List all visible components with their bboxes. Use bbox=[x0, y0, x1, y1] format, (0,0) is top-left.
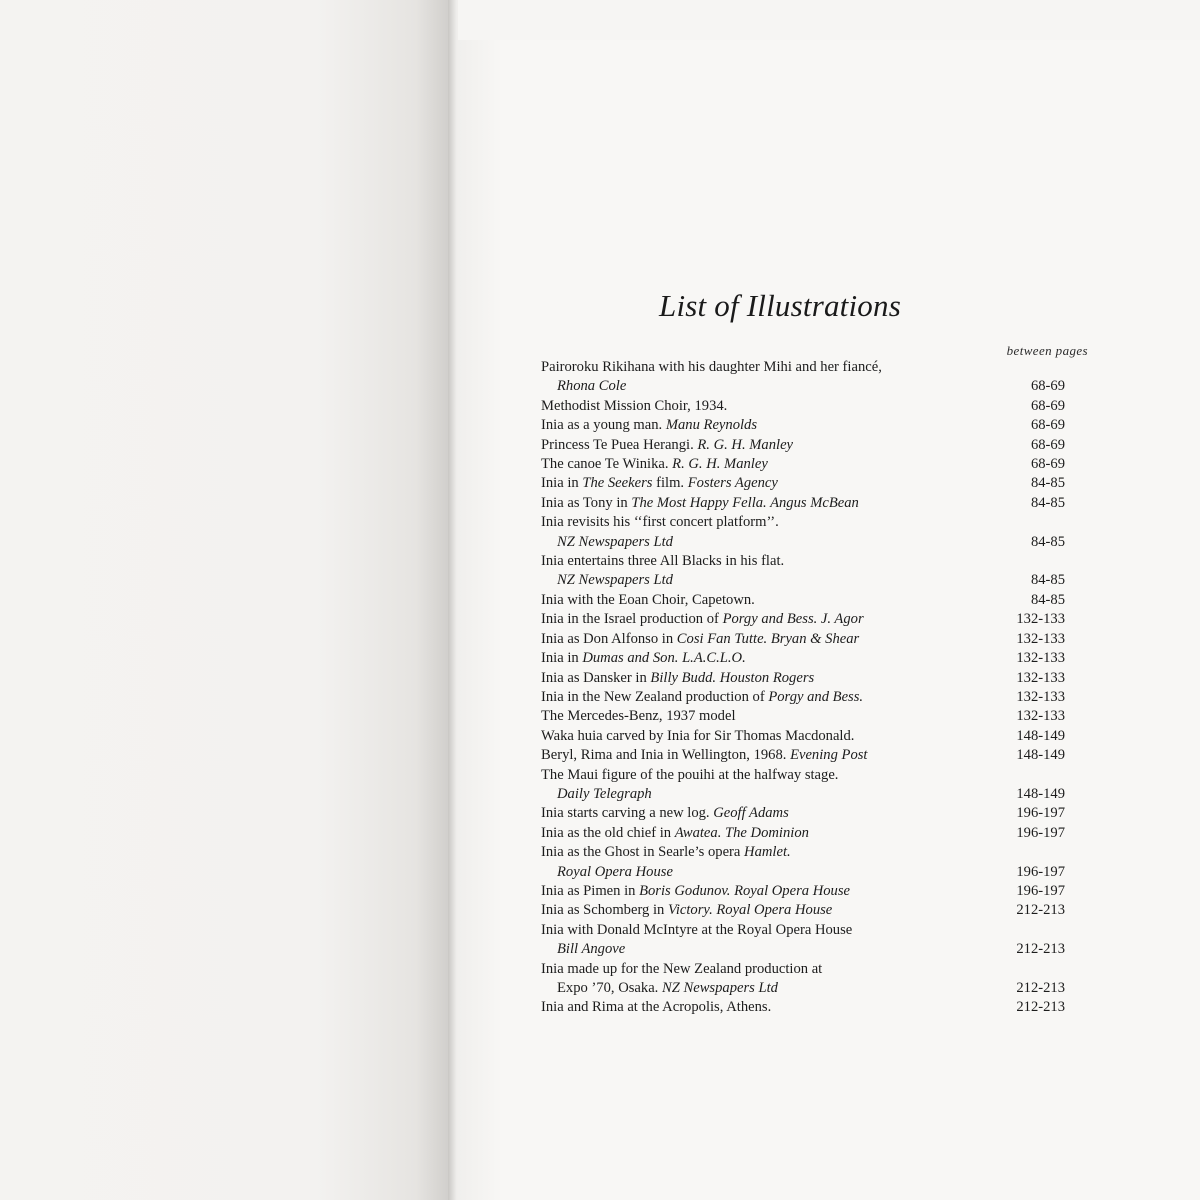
entry-credit-italic: Porgy and Bess. bbox=[768, 688, 864, 705]
entry-page-range: 68-69 bbox=[1030, 397, 1065, 414]
entry-credit-italic: NZ Newspapers Ltd bbox=[661, 980, 778, 996]
entry-page-range: 68-69 bbox=[1030, 436, 1065, 453]
entry-line bbox=[541, 921, 1065, 940]
page-title: List of Illustrations bbox=[659, 288, 901, 323]
entry-text: Inia entertains three All Blacks in his flat. bbox=[541, 553, 785, 570]
entry-text: Beryl, Rima and Inia in Wellington, 1968. bbox=[541, 747, 791, 764]
entry-credit-italic: Awatea. The Dominion bbox=[674, 824, 809, 841]
illustration-entry bbox=[541, 513, 1065, 552]
entry-credit-italic: NZ Newspapers Ltd bbox=[557, 533, 673, 550]
entry-page-range: 132-133 bbox=[1016, 611, 1065, 628]
illustrations-list bbox=[541, 358, 1065, 1018]
entry-line bbox=[541, 591, 1065, 610]
entry-line bbox=[541, 746, 1065, 765]
entry-text: Waka huia carved by Inia for Sir Thomas Macdonald. bbox=[541, 727, 855, 744]
entry-text: Inia revisits his ‘‘first concert platform’’. bbox=[541, 514, 779, 531]
entry-credit-italic: Geoff Adams bbox=[713, 805, 789, 822]
entry-line bbox=[541, 474, 1065, 493]
entry-credit-italic: Fosters Agency bbox=[687, 475, 778, 492]
illustration-entry bbox=[541, 436, 1065, 455]
entry-page-range: 196-197 bbox=[1016, 863, 1065, 880]
entry-page-range: 68-69 bbox=[1030, 378, 1065, 395]
entry-line bbox=[541, 901, 1065, 920]
entry-text: The Maui figure of the pouihi at the halfway stage. bbox=[541, 766, 839, 783]
entry-line bbox=[541, 882, 1065, 901]
entry-page-range: 212-213 bbox=[1016, 902, 1065, 919]
entry-text: Inia with the Eoan Choir, Capetown. bbox=[541, 591, 755, 608]
illustration-entry bbox=[541, 358, 1065, 397]
entry-line bbox=[541, 707, 1065, 726]
entry-page-range: 132-133 bbox=[1016, 650, 1065, 667]
entry-credit-italic: Daily Telegraph bbox=[557, 785, 652, 802]
entry-text: Inia in bbox=[541, 475, 583, 492]
entry-credit-italic: Billy Budd. Houston Rogers bbox=[650, 669, 815, 686]
illustration-entry bbox=[541, 397, 1065, 416]
entry-page-range: 148-149 bbox=[1016, 747, 1065, 764]
entry-page-range: 212-213 bbox=[1016, 980, 1065, 996]
illustration-entry bbox=[541, 707, 1065, 726]
entry-line bbox=[541, 630, 1065, 649]
entry-text: Inia as the Ghost in Searle’s opera bbox=[541, 844, 745, 861]
illustration-entry bbox=[541, 494, 1065, 513]
entry-credit-italic: Royal Opera House bbox=[557, 863, 673, 880]
entry-credit-italic: The Seekers bbox=[582, 475, 653, 492]
right-page-top-edge bbox=[458, 0, 1200, 44]
entry-credit-italic: Victory. Royal Opera House bbox=[668, 902, 833, 919]
entry-credit-italic: NZ Newspapers Ltd bbox=[557, 572, 673, 589]
entry-credit-italic: Porgy and Bess. J. Agor bbox=[722, 611, 864, 628]
entry-text: Inia made up for the New Zealand production at bbox=[541, 960, 823, 977]
entry-line bbox=[541, 397, 1065, 416]
illustration-entry bbox=[541, 824, 1065, 843]
illustration-entry bbox=[541, 960, 1065, 999]
entry-line bbox=[541, 824, 1065, 843]
illustration-entry bbox=[541, 552, 1065, 591]
entry-text: Inia in the Israel production of bbox=[541, 611, 723, 628]
entry-text: Pairoroku Rikihana with his daughter Mihi and her fiancé, bbox=[541, 359, 882, 375]
entry-line bbox=[541, 669, 1065, 688]
entry-page-range: 84-85 bbox=[1030, 572, 1065, 589]
entry-line bbox=[541, 804, 1065, 823]
entry-credit-italic: The Most Happy Fella. Angus McBean bbox=[631, 494, 859, 511]
entry-page-range: 84-85 bbox=[1030, 533, 1065, 550]
entry-page-range: 196-197 bbox=[1016, 824, 1065, 841]
entry-line bbox=[541, 552, 1065, 571]
entry-line bbox=[541, 358, 1065, 377]
entry-line bbox=[541, 455, 1065, 474]
entry-line bbox=[541, 940, 1065, 959]
entry-text: Inia as Pimen in bbox=[541, 882, 640, 899]
entry-page-range: 132-133 bbox=[1016, 669, 1065, 686]
entry-page-range: 196-197 bbox=[1016, 882, 1065, 899]
illustration-entry bbox=[541, 455, 1065, 474]
entry-text: Expo ’70, Osaka. bbox=[557, 980, 662, 996]
entry-line bbox=[541, 494, 1065, 513]
entry-text: Inia as Schomberg in bbox=[541, 902, 668, 919]
entry-page-range: 148-149 bbox=[1016, 727, 1065, 744]
entry-credit-italic: R. G. H. Manley bbox=[672, 456, 768, 473]
entry-credit-italic: Cosi Fan Tutte. Bryan & Shear bbox=[676, 630, 860, 647]
entry-text: Inia as a young man. bbox=[541, 417, 666, 434]
entry-line bbox=[541, 960, 1065, 979]
illustration-entry bbox=[541, 630, 1065, 649]
illustration-entry bbox=[541, 649, 1065, 668]
entry-page-range: 132-133 bbox=[1016, 708, 1065, 725]
illustration-entry bbox=[541, 766, 1065, 805]
entry-page-range: 68-69 bbox=[1030, 417, 1065, 434]
entry-line bbox=[541, 533, 1065, 552]
entry-line bbox=[541, 513, 1065, 532]
entry-page-range: 84-85 bbox=[1030, 591, 1065, 608]
illustration-entry bbox=[541, 416, 1065, 435]
entry-text: Princess Te Puea Herangi. bbox=[541, 436, 698, 453]
entry-page-range: 132-133 bbox=[1016, 630, 1065, 647]
entry-page-range: 212-213 bbox=[1016, 941, 1065, 958]
illustration-entry bbox=[541, 746, 1065, 765]
entry-line bbox=[541, 649, 1065, 668]
illustration-entry bbox=[541, 901, 1065, 920]
illustration-entry bbox=[541, 882, 1065, 901]
entry-line bbox=[541, 998, 1065, 1017]
entry-credit-italic: Manu Reynolds bbox=[665, 417, 758, 434]
entry-text: Inia and Rima at the Acropolis, Athens. bbox=[541, 999, 772, 1016]
illustration-entry bbox=[541, 727, 1065, 746]
entry-page-range: 196-197 bbox=[1016, 805, 1065, 822]
entry-page-range: 148-149 bbox=[1016, 785, 1065, 802]
entry-credit-italic: Bill Angove bbox=[557, 941, 626, 958]
entry-line bbox=[541, 436, 1065, 455]
entry-page-range: 68-69 bbox=[1030, 456, 1065, 473]
entry-line bbox=[541, 688, 1065, 707]
illustration-entry bbox=[541, 610, 1065, 629]
entry-line bbox=[541, 785, 1065, 804]
entry-text: Inia as the old chief in bbox=[541, 824, 675, 841]
entry-text: The canoe Te Winika. bbox=[541, 456, 673, 473]
entry-credit-italic: Dumas and Son. L.A.C.L.O. bbox=[582, 650, 746, 667]
entry-credit-italic: Hamlet. bbox=[744, 844, 791, 861]
entry-text: Inia starts carving a new log. bbox=[541, 805, 714, 822]
entry-line bbox=[541, 843, 1065, 862]
entry-credit-italic: Evening Post bbox=[790, 747, 868, 764]
entry-credit-italic: Boris Godunov. Royal Opera House bbox=[639, 882, 850, 899]
entry-text: Inia as Don Alfonso in bbox=[541, 630, 677, 647]
entry-text: Inia with Donald McIntyre at the Royal Opera House bbox=[541, 921, 853, 938]
entry-page-range: 132-133 bbox=[1016, 688, 1065, 705]
illustration-entry bbox=[541, 688, 1065, 707]
entry-text: Inia as Dansker in bbox=[541, 669, 651, 686]
entry-text: Inia in bbox=[541, 650, 583, 667]
entry-credit-italic: R. G. H. Manley bbox=[697, 436, 794, 453]
illustration-entry bbox=[541, 591, 1065, 610]
entry-line bbox=[541, 377, 1065, 396]
entry-line bbox=[541, 766, 1065, 785]
entry-line bbox=[541, 979, 1065, 998]
entry-page-range: 84-85 bbox=[1030, 494, 1065, 511]
illustration-entry bbox=[541, 804, 1065, 823]
entry-line bbox=[541, 863, 1065, 882]
illustration-entry bbox=[541, 843, 1065, 882]
entry-text: film. bbox=[652, 475, 688, 492]
illustration-entry bbox=[541, 921, 1065, 960]
entry-text: Methodist Mission Choir, 1934. bbox=[541, 397, 728, 414]
left-page bbox=[0, 0, 452, 1200]
column-heading-between-pages: between pages bbox=[1006, 343, 1088, 358]
illustration-entry bbox=[541, 474, 1065, 493]
entry-line bbox=[541, 416, 1065, 435]
entry-text: Inia as Tony in bbox=[541, 494, 632, 511]
entry-line bbox=[541, 571, 1065, 590]
entry-line bbox=[541, 727, 1065, 746]
entry-page-range: 212-213 bbox=[1016, 999, 1065, 1016]
illustration-entry bbox=[541, 669, 1065, 688]
entry-text: Inia in the New Zealand production of bbox=[541, 688, 769, 705]
entry-page-range: 84-85 bbox=[1030, 475, 1065, 492]
illustration-entry bbox=[541, 998, 1065, 1017]
entry-text: The Mercedes-Benz, 1937 model bbox=[541, 708, 736, 725]
entry-credit-italic: Rhona Cole bbox=[557, 378, 627, 395]
entry-line bbox=[541, 610, 1065, 629]
